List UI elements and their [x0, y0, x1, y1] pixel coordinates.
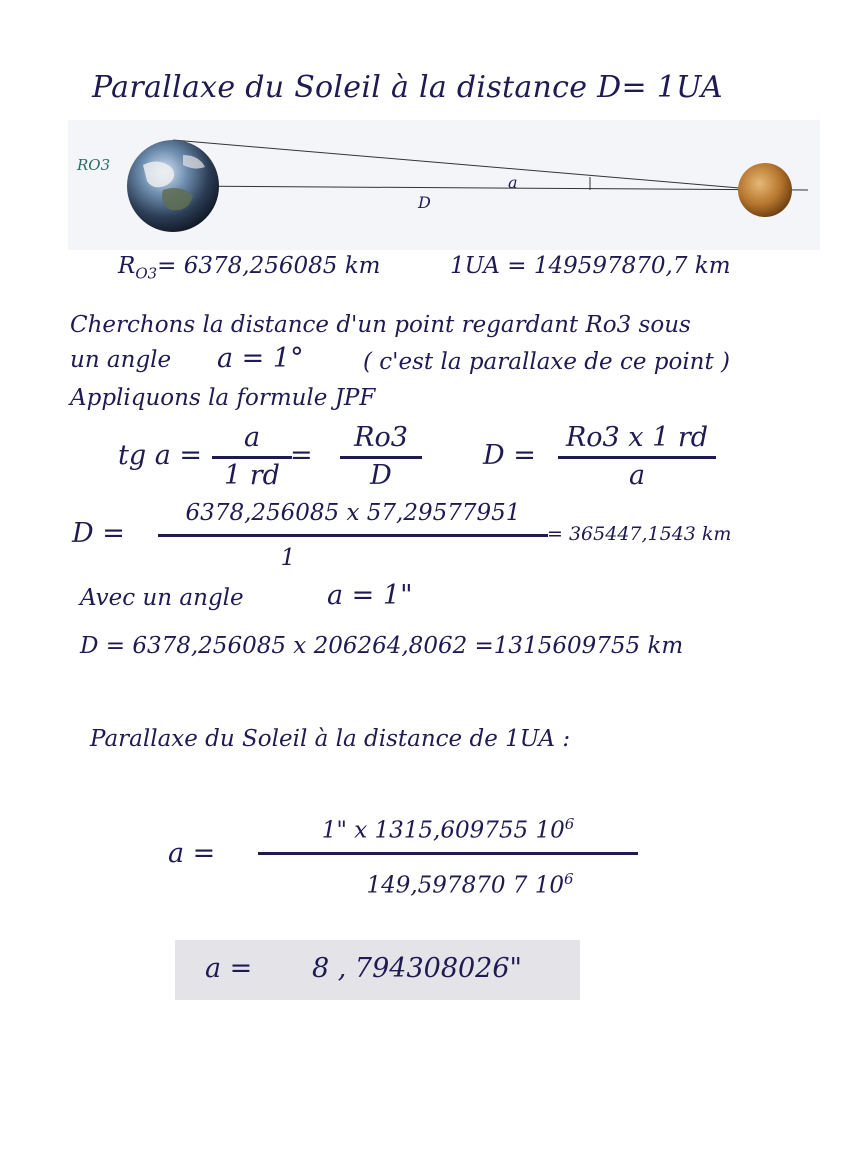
ro3-constant	[118, 253, 380, 283]
result-a-equals: a =	[205, 953, 253, 984]
intro-line-3: Appliquons la formule JPF	[70, 385, 376, 411]
ro3-label: RO3	[77, 156, 111, 174]
tg-label: tg a =	[118, 440, 203, 471]
equals-sign: =	[290, 440, 313, 471]
result-value: 8 , 794308026"	[312, 953, 522, 984]
calc1-denominator: 1	[280, 545, 296, 571]
frac2-numerator: Ro3	[354, 422, 408, 453]
distance-label: D	[418, 193, 431, 212]
intro-line-2-start: un angle	[70, 347, 172, 373]
final-denominator	[290, 870, 650, 899]
calc2-text: Avec un angle	[80, 585, 244, 611]
final-numerator-text: 1" x 1315,609755 10	[321, 817, 565, 844]
frac3-numerator: Ro3 x 1 rd	[565, 422, 709, 453]
final-a-equals: a =	[168, 838, 216, 869]
frac1-denominator: 1 rd	[224, 460, 280, 491]
earth-icon	[127, 140, 219, 232]
frac2-denominator: D	[370, 460, 392, 491]
sun-icon	[738, 163, 792, 217]
intro-note: ( c'est la parallaxe de ce point )	[363, 349, 731, 375]
intro-angle-eq: a = 1°	[217, 343, 304, 374]
calc2-eq: a = 1"	[327, 580, 413, 611]
final-bar	[258, 852, 638, 855]
final-denominator-text: 149,597870 7 10	[366, 872, 564, 899]
ro3-value: = 6378,256085 km	[157, 253, 381, 279]
frac3-bar	[558, 456, 716, 459]
frac2-bar	[340, 456, 422, 459]
parallax-diagram	[68, 120, 820, 250]
angle-label: a	[508, 173, 518, 192]
calc3-text: D = 6378,256085 x 206264,8062 =1315609755 km	[80, 633, 684, 659]
final-numerator-exponent: 6	[564, 815, 575, 833]
calc1-numerator: 6378,256085 x 57,29577951	[185, 500, 521, 526]
section2-title: Parallaxe du Soleil à la distance de 1UA :	[90, 726, 571, 752]
calc1-result: = 365447,1543 km	[547, 523, 732, 545]
d-equals: D =	[483, 440, 536, 471]
final-denominator-exponent: 6	[564, 870, 574, 888]
calc1-d-equals: D =	[72, 518, 125, 549]
ro3-symbol: R	[118, 253, 136, 279]
intro-line-1: Cherchons la distance d'un point regardant Ro3 sous	[70, 312, 691, 338]
frac1-bar	[212, 456, 292, 459]
frac1-numerator: a	[243, 422, 261, 453]
final-numerator	[258, 815, 638, 844]
ua-constant: 1UA = 149597870,7 km	[450, 253, 731, 279]
page-title: Parallaxe du Soleil à la distance D= 1UA	[92, 70, 723, 105]
frac3-denominator: a	[628, 460, 646, 491]
calc1-bar	[158, 534, 548, 537]
ro3-subscript: O3	[135, 264, 158, 283]
